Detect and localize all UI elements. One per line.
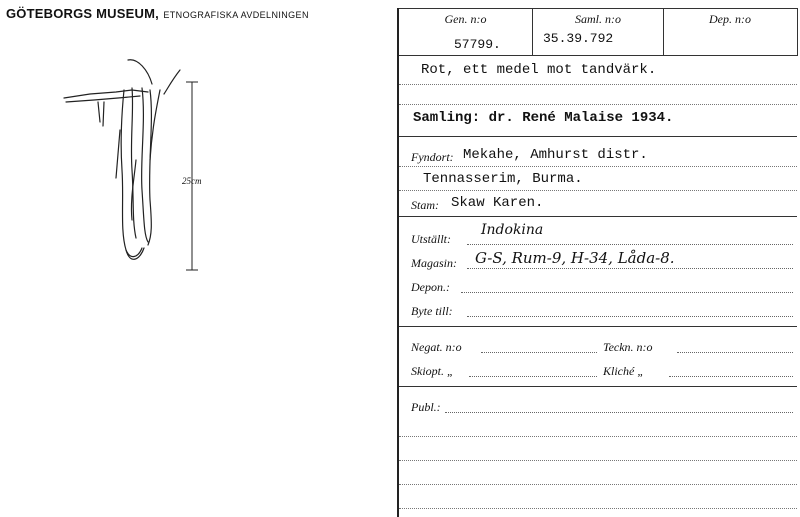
letterhead <box>6 5 309 23</box>
gen-number-value: 57799. <box>454 37 501 52</box>
dep-number-label: Dep. n:o <box>709 12 751 26</box>
kliche-label: Kliché „ <box>603 364 644 378</box>
dotted-fill <box>467 268 793 269</box>
dotted-rule <box>399 104 797 105</box>
dotted-fill <box>469 376 597 377</box>
dotted-rule <box>399 166 797 167</box>
number-grid <box>399 8 798 56</box>
dotted-fill <box>467 244 793 245</box>
saml-number-label: Saml. n:o <box>575 12 621 26</box>
stam-value: Skaw Karen. <box>451 195 544 211</box>
museum-name: GÖTEBORGS MUSEUM, <box>6 6 159 21</box>
depon-label: Depon.: <box>411 280 450 294</box>
fyndort-line-2: Tennasserim, Burma. <box>423 171 583 187</box>
magasin-value: G-S, Rum-9, H-34, Låda-8. <box>475 249 675 267</box>
section-divider <box>399 216 797 217</box>
dotted-rule <box>399 84 797 85</box>
dep-number-cell <box>664 9 796 55</box>
gen-number-label: Gen. n:o <box>444 12 487 26</box>
saml-number-cell <box>533 9 664 55</box>
section-divider <box>399 136 797 137</box>
dotted-fill <box>467 316 793 317</box>
saml-number-value: 35.39.792 <box>543 31 614 46</box>
fyndort-line-1: Mekahe, Amhurst distr. <box>463 147 648 163</box>
department-name: ETNOGRAFISKA AVDELNINGEN <box>163 10 309 20</box>
dotted-rule <box>399 484 797 485</box>
section-divider <box>399 386 797 387</box>
skiopt-label: Skiopt. „ <box>411 364 454 378</box>
gen-number-cell <box>399 9 533 55</box>
object-description: Rot, ett medel mot tandvärk. <box>421 62 657 78</box>
teckn-label: Teckn. n:o <box>603 340 653 354</box>
dotted-fill <box>445 412 793 413</box>
dotted-fill <box>677 352 793 353</box>
catalog-card <box>397 8 800 517</box>
root-sketch-drawing <box>60 50 240 290</box>
dimension-note: 25cm <box>182 176 202 186</box>
dotted-rule <box>399 436 797 437</box>
utstallt-label: Utställt: <box>411 232 452 246</box>
collection-line: Samling: dr. René Malaise 1934. <box>413 110 674 126</box>
dotted-rule <box>399 508 797 509</box>
dotted-rule <box>399 190 797 191</box>
magasin-label: Magasin: <box>411 256 457 270</box>
dotted-fill <box>481 352 597 353</box>
dotted-rule <box>399 460 797 461</box>
section-divider <box>399 326 797 327</box>
publ-label: Publ.: <box>411 400 441 414</box>
dotted-fill <box>669 376 793 377</box>
negat-label: Negat. n:o <box>411 340 462 354</box>
byte-label: Byte till: <box>411 304 453 318</box>
stam-label: Stam: <box>411 198 439 212</box>
utstallt-value: Indokina <box>481 222 544 238</box>
fyndort-label: Fyndort: <box>411 150 454 164</box>
dotted-fill <box>461 292 793 293</box>
